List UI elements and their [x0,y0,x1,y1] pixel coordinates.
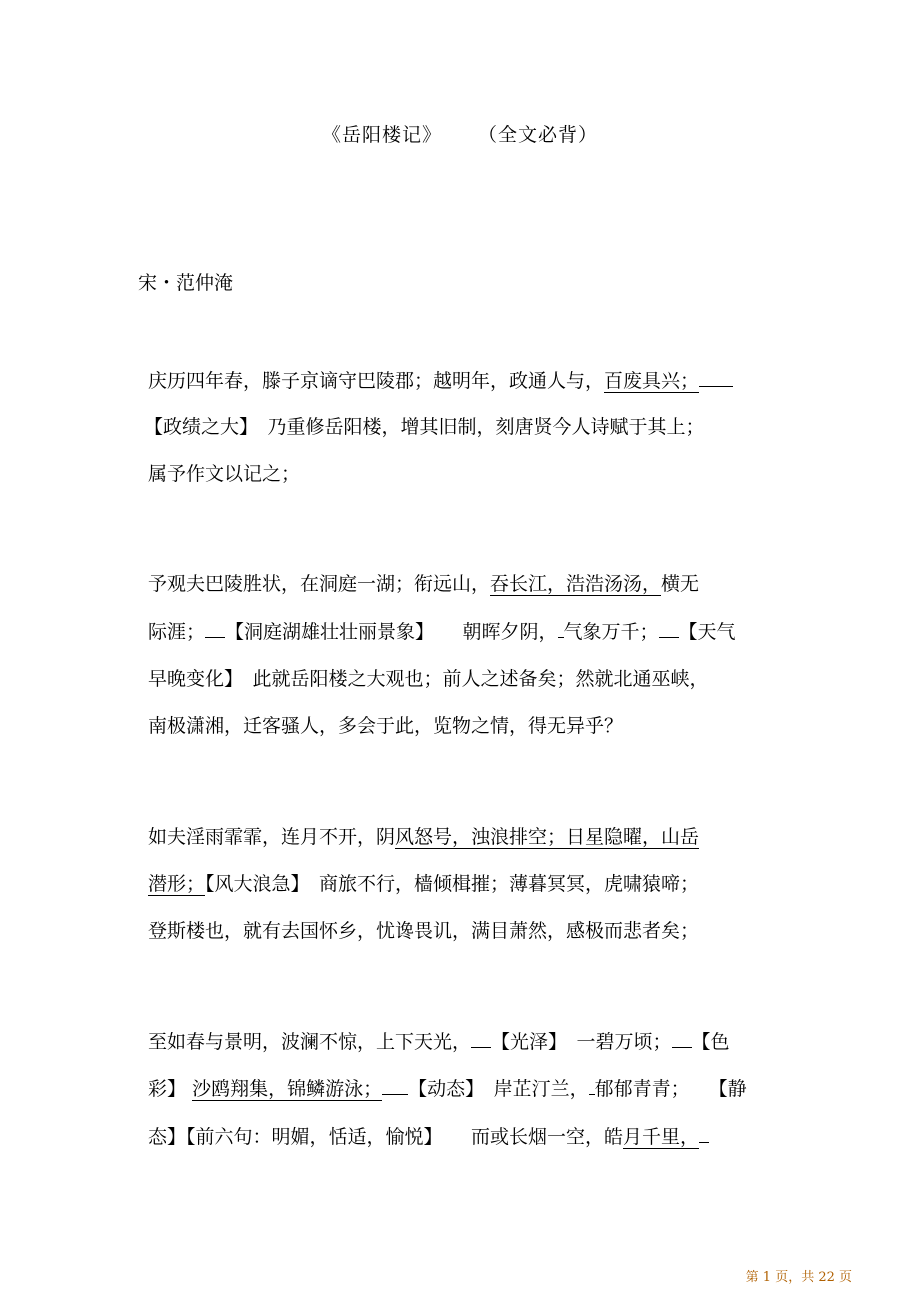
p3-line-1: 如夫淫雨霏霏，连月不开，阴风怒号，浊浪排空；日星隐曜，山岳 [148,826,700,848]
p1-line-3: 属予作文以记之； [148,463,301,485]
p1-line-2: 【政绩之大】 乃重修岳阳楼，增其旧制，刻唐贤今人诗赋于其上； [144,416,705,438]
p3-line-3: 登斯楼也，就有去国怀乡，忧谗畏讥，满目萧然，感极而悲者矣； [148,920,700,942]
p2-line-1: 予观夫巴陵胜状，在洞庭一湖；衔远山，吞长江，浩浩汤汤，横无 [148,573,700,595]
p2-line-4: 南极潇湘，迁客骚人，多会于此，览物之情，得无异乎？ [148,715,624,737]
title-note: （全文必背） [478,124,599,146]
p4-line-1: 至如春与景明，波澜不惊，上下天光， 【光泽】 一碧万顷； 【色 [148,1027,730,1057]
underlined-phrase: 日星隐曜，山岳 [566,826,700,848]
p2-line-3: 早晚变化】 此就岳阳楼之大观也；前人之述备矣；然就北通巫峡， [148,668,709,690]
document-title [0,120,920,147]
p2-line-2: 际涯； 【洞庭湖雄壮壮丽景象】 朝晖夕阴， 气象万千； 【天气 [148,617,736,647]
p3-line-2: 潜形；【风大浪急】 商旅不行，樯倾楫摧；薄暮冥冥，虎啸猿啼； [148,873,700,895]
author-line: 宋・范仲淹 [138,272,234,294]
page-footer: 第 1 页，共 22 页 [745,1270,852,1285]
underlined-phrase: 月千里， [623,1126,700,1148]
title-main: 《岳阳楼记》 [321,124,442,146]
p4-line-3: 态】【前六句：明媚，恬适，愉悦】 而或长烟一空，皓月千里， [148,1122,709,1152]
p1-line-1: 庆历四年春，滕子京谪守巴陵郡；越明年，政通人与，百废具兴； [148,366,733,396]
underlined-phrase: 吞长江，浩浩汤汤， [490,573,662,595]
underlined-phrase: 风怒号，浊浪排空； [395,826,567,848]
underlined-phrase: 沙鸥翔集，锦鳞游泳； [192,1078,383,1100]
underlined-phrase: 百废具兴； [604,370,700,392]
p4-line-2: 彩】 沙鸥翔集，锦鳞游泳； 【动态】 岸芷汀兰， 郁郁青青； 【静 [148,1074,747,1104]
underlined-phrase: 潜形； [148,873,206,895]
